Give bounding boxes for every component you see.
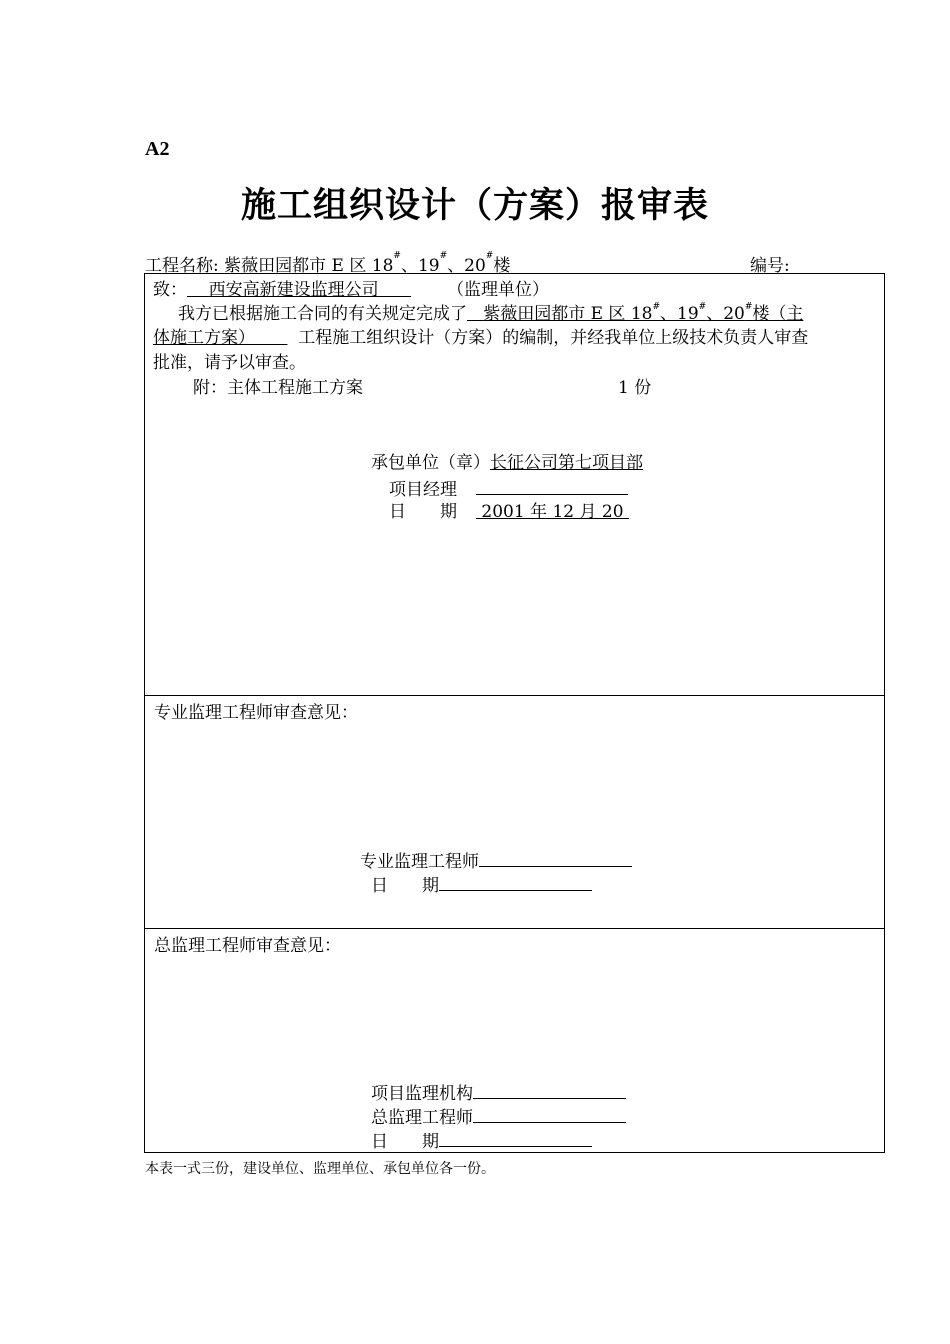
specialist-review-section (144, 695, 885, 929)
manager-line: 项目经理 (389, 476, 628, 502)
chief-review-section (144, 928, 885, 1153)
attachment-label: 附：主体工程施工方案 (193, 378, 363, 398)
body-line-1: 我方已根据施工合同的有关规定完成了 紫薇田园都市 E 区 18#、19#、20#楼（主 (178, 302, 804, 324)
chief-engineer-line: 总监理工程师 (371, 1104, 626, 1130)
form-code: A2 (145, 138, 170, 160)
date-line: 日 期 2001 年 12 月 20 (389, 500, 629, 524)
attachment-count: 1 份 (618, 378, 652, 398)
date-value: 2001 年 12 月 20 (481, 502, 624, 522)
plan-name: 紫薇田园都市 E 区 18#、19#、20#楼（主 (483, 302, 804, 324)
addressee-value: 西安高新建设监理公司 (208, 280, 379, 300)
specialist-signature-blank[interactable] (479, 848, 632, 867)
chief-review-heading: 总监理工程师审查意见： (154, 936, 341, 956)
number-label: 编号: (750, 256, 790, 276)
plan-name-cont: 体施工方案） (153, 328, 255, 348)
contractor-line: 承包单位（章）长征公司第七项目部 (371, 453, 643, 473)
contractor-value: 长征公司第七项目部 (490, 453, 643, 473)
chief-date-line: 日 期 (371, 1128, 592, 1154)
project-label: 工程名称: (145, 256, 219, 276)
submission-section (144, 273, 885, 696)
specialist-engineer-line: 专业监理工程师 (360, 848, 632, 874)
body-line-3: 批准，请予以审查。 (153, 353, 306, 373)
addressee-line: 致： 西安高新建设监理公司 （监理单位） (153, 280, 550, 300)
body-line-2: 体施工方案） 工程施工组织设计（方案）的编制，并经我单位上级技术负责人审查 (153, 328, 809, 348)
chief-date-blank[interactable] (439, 1128, 592, 1147)
chief-signature-blank[interactable] (473, 1104, 626, 1123)
footer-note: 本表一式三份，建设单位、监理单位、承包单位各一份。 (145, 1161, 495, 1177)
org-line: 项目监理机构 (371, 1080, 626, 1106)
specialist-date-blank[interactable] (439, 872, 592, 891)
org-signature-blank[interactable] (473, 1080, 626, 1099)
project-name: 紫薇田园都市 E 区 18#、19#、20#楼 (224, 251, 511, 276)
manager-signature-blank[interactable] (476, 476, 628, 495)
page-title: 施工组织设计（方案）报审表 (240, 185, 709, 226)
specialist-date-line: 日 期 (371, 872, 592, 898)
specialist-review-heading: 专业监理工程师审查意见： (154, 703, 358, 723)
